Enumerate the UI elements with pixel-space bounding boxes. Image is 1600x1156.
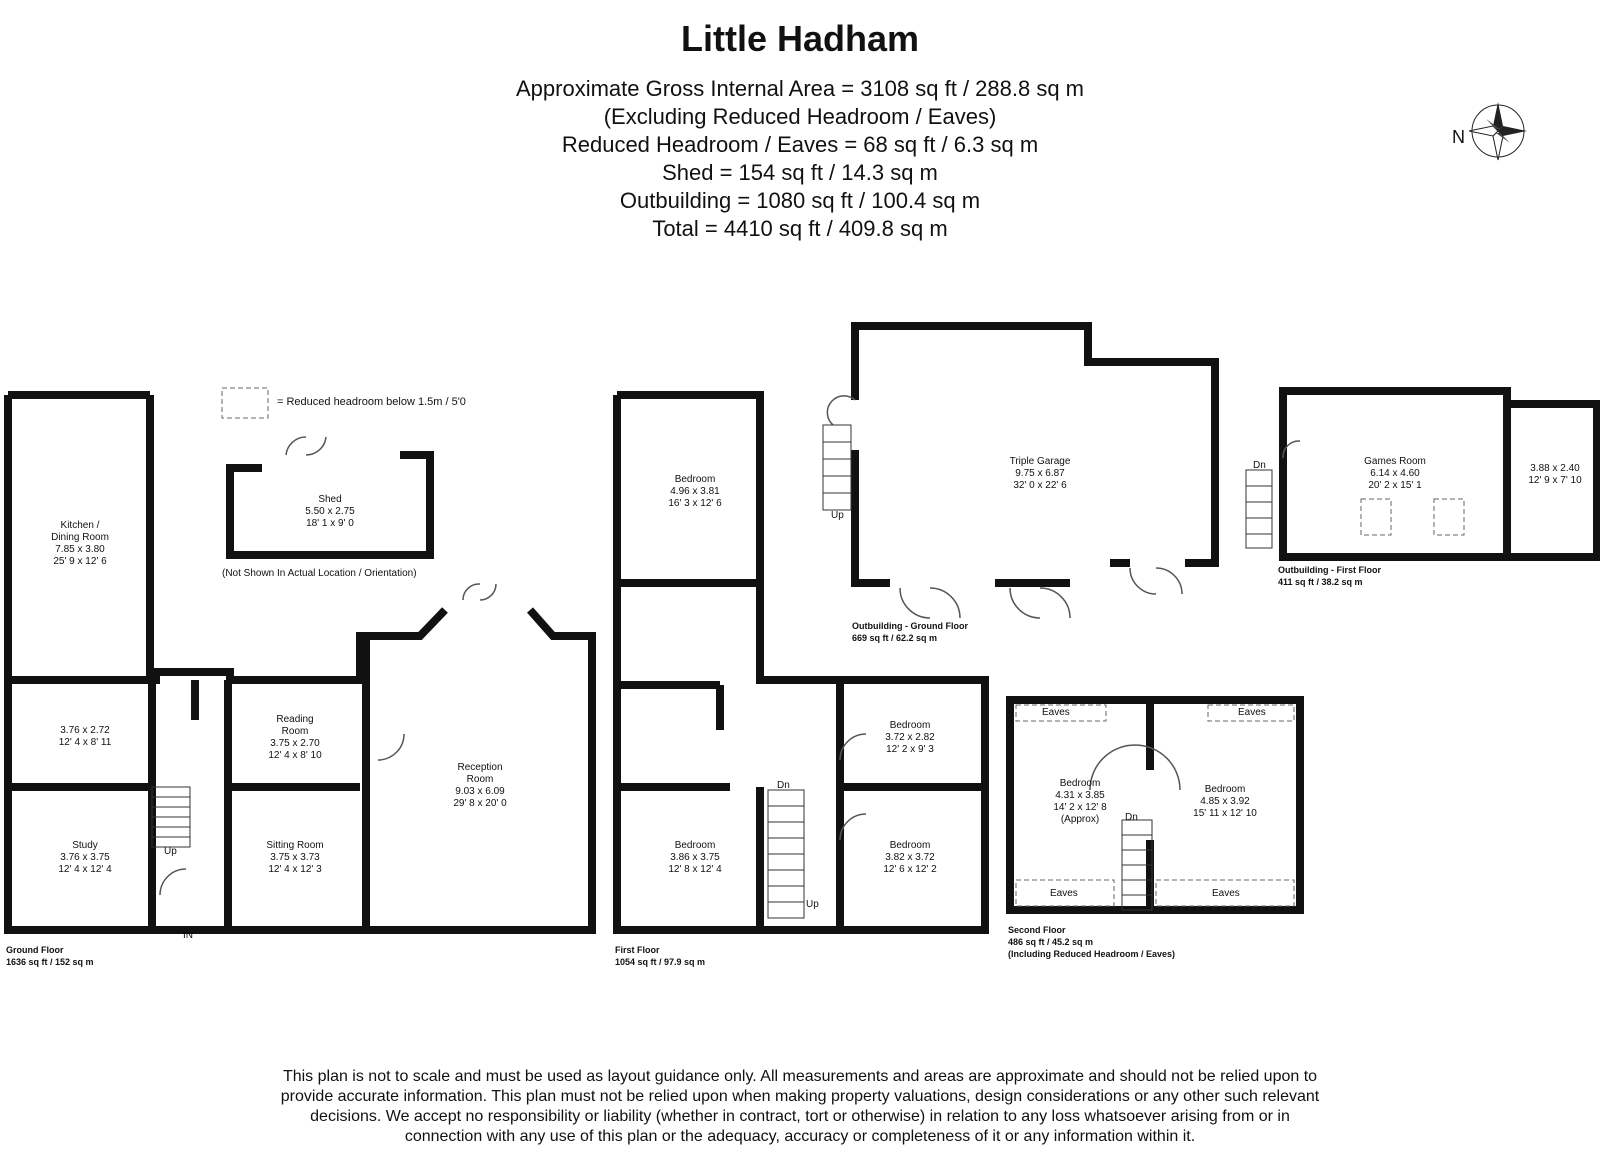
room-outbuilding-small: 3.88 x 2.40 12' 9 x 7' 10	[1528, 463, 1582, 486]
stair-down-label: Dn	[1125, 812, 1138, 823]
room-ff-bedroom-4: Bedroom 3.82 x 3.72 12' 6 x 12' 2	[883, 840, 937, 875]
shed-note: (Not Shown In Actual Location / Orientation)	[222, 568, 417, 579]
stair-down-label: Dn	[777, 780, 790, 791]
excluding-line: (Excluding Reduced Headroom / Eaves)	[603, 104, 997, 129]
compass-north-label: N	[1452, 127, 1465, 147]
eaves-label: Eaves	[1238, 707, 1266, 718]
room-utility: 3.76 x 2.72 12' 4 x 8' 11	[58, 725, 112, 748]
caption-second-floor: Second Floor 486 sq ft / 45.2 sq m (Including Reduced Headroom / Eaves)	[1008, 925, 1176, 959]
legend-reduced-headroom: = Reduced headroom below 1.5m / 5'0	[277, 396, 466, 408]
room-reading: Reading Room 3.75 x 2.70 12' 4 x 8' 10	[268, 714, 322, 761]
eaves-label: Eaves	[1212, 888, 1240, 899]
caption-first-floor: First Floor 1054 sq ft / 97.9 sq m	[615, 945, 706, 967]
room-sitting: Sitting Room 3.75 x 3.73 12' 4 x 12' 3	[266, 840, 324, 875]
stair-up-label: Up	[164, 846, 177, 857]
entrance-label: IN	[183, 930, 193, 941]
caption-ground-floor: Ground Floor 1636 sq ft / 152 sq m	[6, 945, 94, 967]
outbuilding-area-line: Outbuilding = 1080 sq ft / 100.4 sq m	[619, 188, 981, 213]
outbuilding-ground-walls	[855, 326, 1215, 583]
room-kitchen-dining: Kitchen / Dining Room 7.85 x 3.80 25' 9 x 12' 6	[51, 520, 109, 567]
stair-up-label: Up	[806, 899, 819, 910]
room-games: Games Room 6.14 x 4.60 20' 2 x 15' 1	[1364, 456, 1426, 491]
eaves-label: Eaves	[1042, 707, 1070, 718]
stair-down-label: Dn	[1253, 460, 1266, 471]
stair-up-label: Up	[831, 510, 844, 521]
room-triple-garage: Triple Garage 9.75 x 6.87 32' 0 x 22' 6	[1009, 456, 1071, 491]
shed-area-line: Shed = 154 sq ft / 14.3 sq m	[662, 160, 938, 185]
room-ff-bedroom-1: Bedroom 4.96 x 3.81 16' 3 x 12' 6	[668, 474, 722, 509]
gross-area-line: Approximate Gross Internal Area = 3108 sq ft / 288.8 sq m	[515, 76, 1085, 101]
caption-outbuilding-first: Outbuilding - First Floor 411 sq ft / 38.2 sq m	[1278, 565, 1381, 587]
room-sf-bedroom-2: Bedroom 4.85 x 3.92 15' 11 x 12' 10	[1193, 784, 1257, 819]
disclaimer-text: This plan is not to scale and must be used as layout guidance only. All measurements and areas are approximate and should not be relied upon to provide accurate information. This plan must not be relied upon when making property valuations, design considerations or any other such relevant decisions. We accept no responsibility or liability (whether in contract, tort or otherwise) in relation to any loss whatsoever arising from or in connection with any use of this plan or the adequacy, accuracy or completeness of it or any information within it.	[280, 1068, 1320, 1145]
room-reception: Reception Room 9.03 x 6.09 29' 8 x 20' 0	[453, 762, 507, 809]
room-sf-bedroom-1: Bedroom 4.31 x 3.85 14' 2 x 12' 8 (Approx)	[1053, 778, 1107, 825]
plan-title: Little Hadham	[680, 18, 920, 59]
eaves-area-line: Reduced Headroom / Eaves = 68 sq ft / 6.3 sq m	[561, 132, 1039, 157]
room-ff-bedroom-2: Bedroom 3.72 x 2.82 12' 2 x 9' 3	[885, 720, 935, 755]
eaves-label: Eaves	[1050, 888, 1078, 899]
room-shed: Shed 5.50 x 2.75 18' 1 x 9' 0	[305, 494, 355, 529]
total-area-line: Total = 4410 sq ft / 409.8 sq m	[652, 216, 948, 241]
room-ff-bedroom-3: Bedroom 3.86 x 3.75 12' 8 x 12' 4	[668, 840, 722, 875]
room-study: Study 3.76 x 3.75 12' 4 x 12' 4	[58, 840, 112, 875]
caption-outbuilding-ground: Outbuilding - Ground Floor 669 sq ft / 62.2 sq m	[852, 621, 968, 643]
